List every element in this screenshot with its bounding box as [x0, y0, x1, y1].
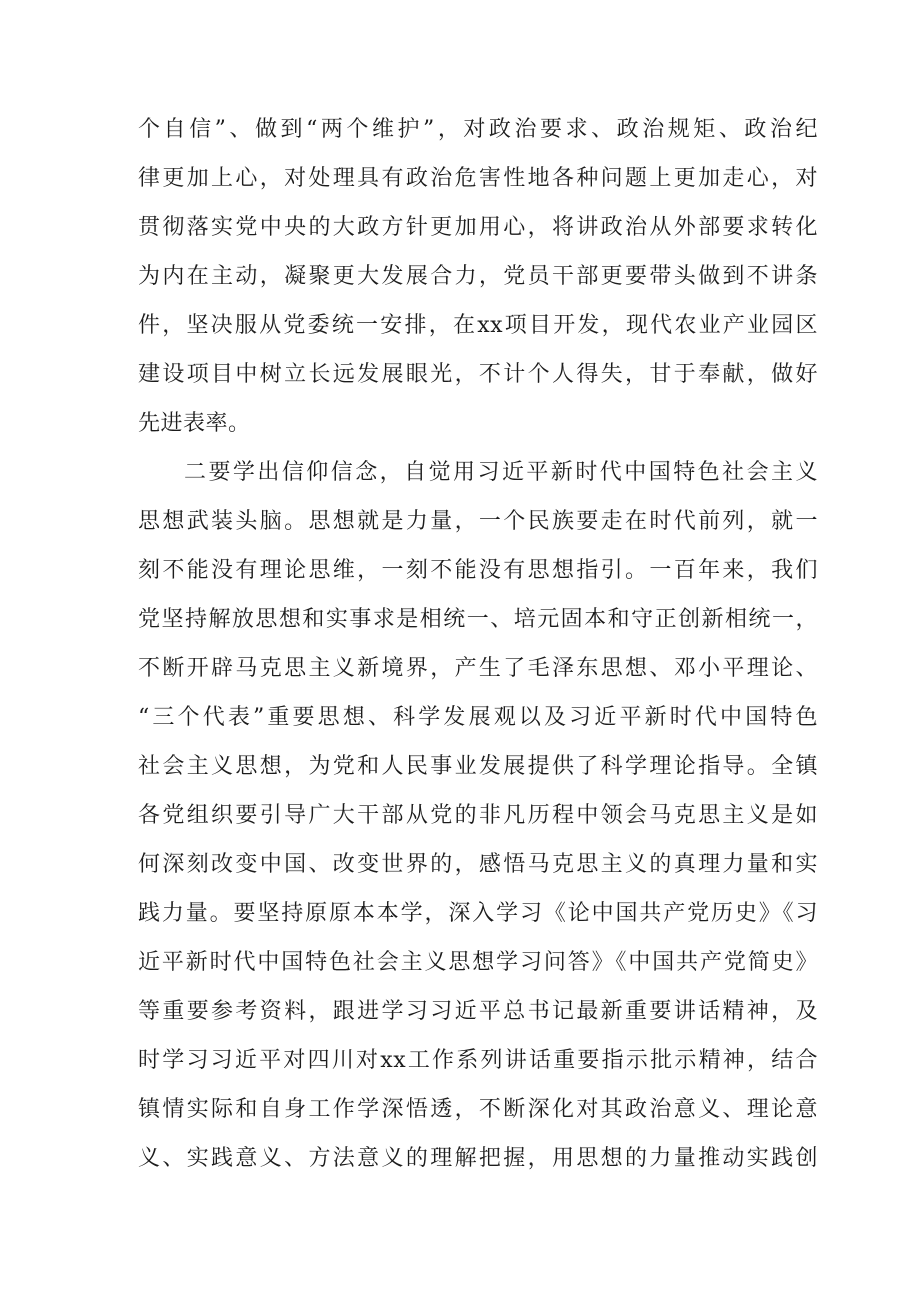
- paragraph-1-line-4: 为内在主动，凝聚更大发展合力，党员干部更要带头做到不讲条: [138, 264, 818, 289]
- paragraph-2-line-8: 各党组织要引导广大干部从党的非凡历程中领会马克思主义是如: [138, 803, 818, 828]
- paragraph-1-line-6: 建设项目中树立长远发展眼光，不计个人得失，甘于奉献，做好: [138, 362, 818, 387]
- paragraph-2-line-1: 二要学出信仰信念，自觉用习近平新时代中国特色社会主义: [184, 460, 818, 485]
- paragraph-2-line-12: 等重要参考资料，跟进学习习近平总书记最新重要讲话精神，及: [138, 999, 818, 1024]
- paragraph-1-line-7: 先进表率。: [138, 411, 251, 436]
- paragraph-2-line-6: “三个代表”重要思想、科学发展观以及习近平新时代中国特色: [138, 705, 818, 730]
- paragraph-2-line-7: 社会主义思想，为党和人民事业发展提供了科学理论指导。全镇: [138, 754, 818, 779]
- paragraph-2-line-14: 镇情实际和自身工作学深悟透，不断深化对其政治意义、理论意: [138, 1097, 818, 1122]
- paragraph-2-line-11: 近平新时代中国特色社会主义思想学习问答》《中国共产党简史》: [138, 950, 818, 975]
- paragraph-2-line-4: 党坚持解放思想和实事求是相统一、培元固本和守正创新相统一，: [138, 607, 818, 632]
- paragraph-2-line-2: 思想武装头脑。思想就是力量，一个民族要走在时代前列，就一: [138, 509, 818, 534]
- paragraph-2-line-3: 刻不能没有理论思维，一刻不能没有思想指引。一百年来，我们: [138, 558, 818, 583]
- paragraph-2-line-13: 时学习习近平对四川对xx工作系列讲话重要指示批示精神，结合: [138, 1048, 818, 1073]
- paragraph-2-line-15: 义、实践意义、方法意义的理解把握，用思想的力量推动实践创: [138, 1146, 818, 1171]
- paragraph-1-line-5: 件，坚决服从党委统一安排，在xx项目开发，现代农业产业园区: [138, 313, 818, 338]
- paragraph-1-line-3: 贯彻落实党中央的大政方针更加用心，将讲政治从外部要求转化: [138, 215, 818, 240]
- paragraph-2-line-10: 践力量。要坚持原原本本学，深入学习《论中国共产党历史》《习: [138, 901, 818, 926]
- paragraph-2-line-9: 何深刻改变中国、改变世界的，感悟马克思主义的真理力量和实: [138, 852, 818, 877]
- paragraph-2-line-5: 不断开辟马克思主义新境界，产生了毛泽东思想、邓小平理论、: [138, 656, 818, 681]
- paragraph-1-line-1: 个自信”、做到“两个维护”，对政治要求、政治规矩、政治纪: [138, 117, 818, 142]
- paragraph-1-line-2: 律更加上心，对处理具有政治危害性地各种问题上更加走心，对: [138, 166, 818, 191]
